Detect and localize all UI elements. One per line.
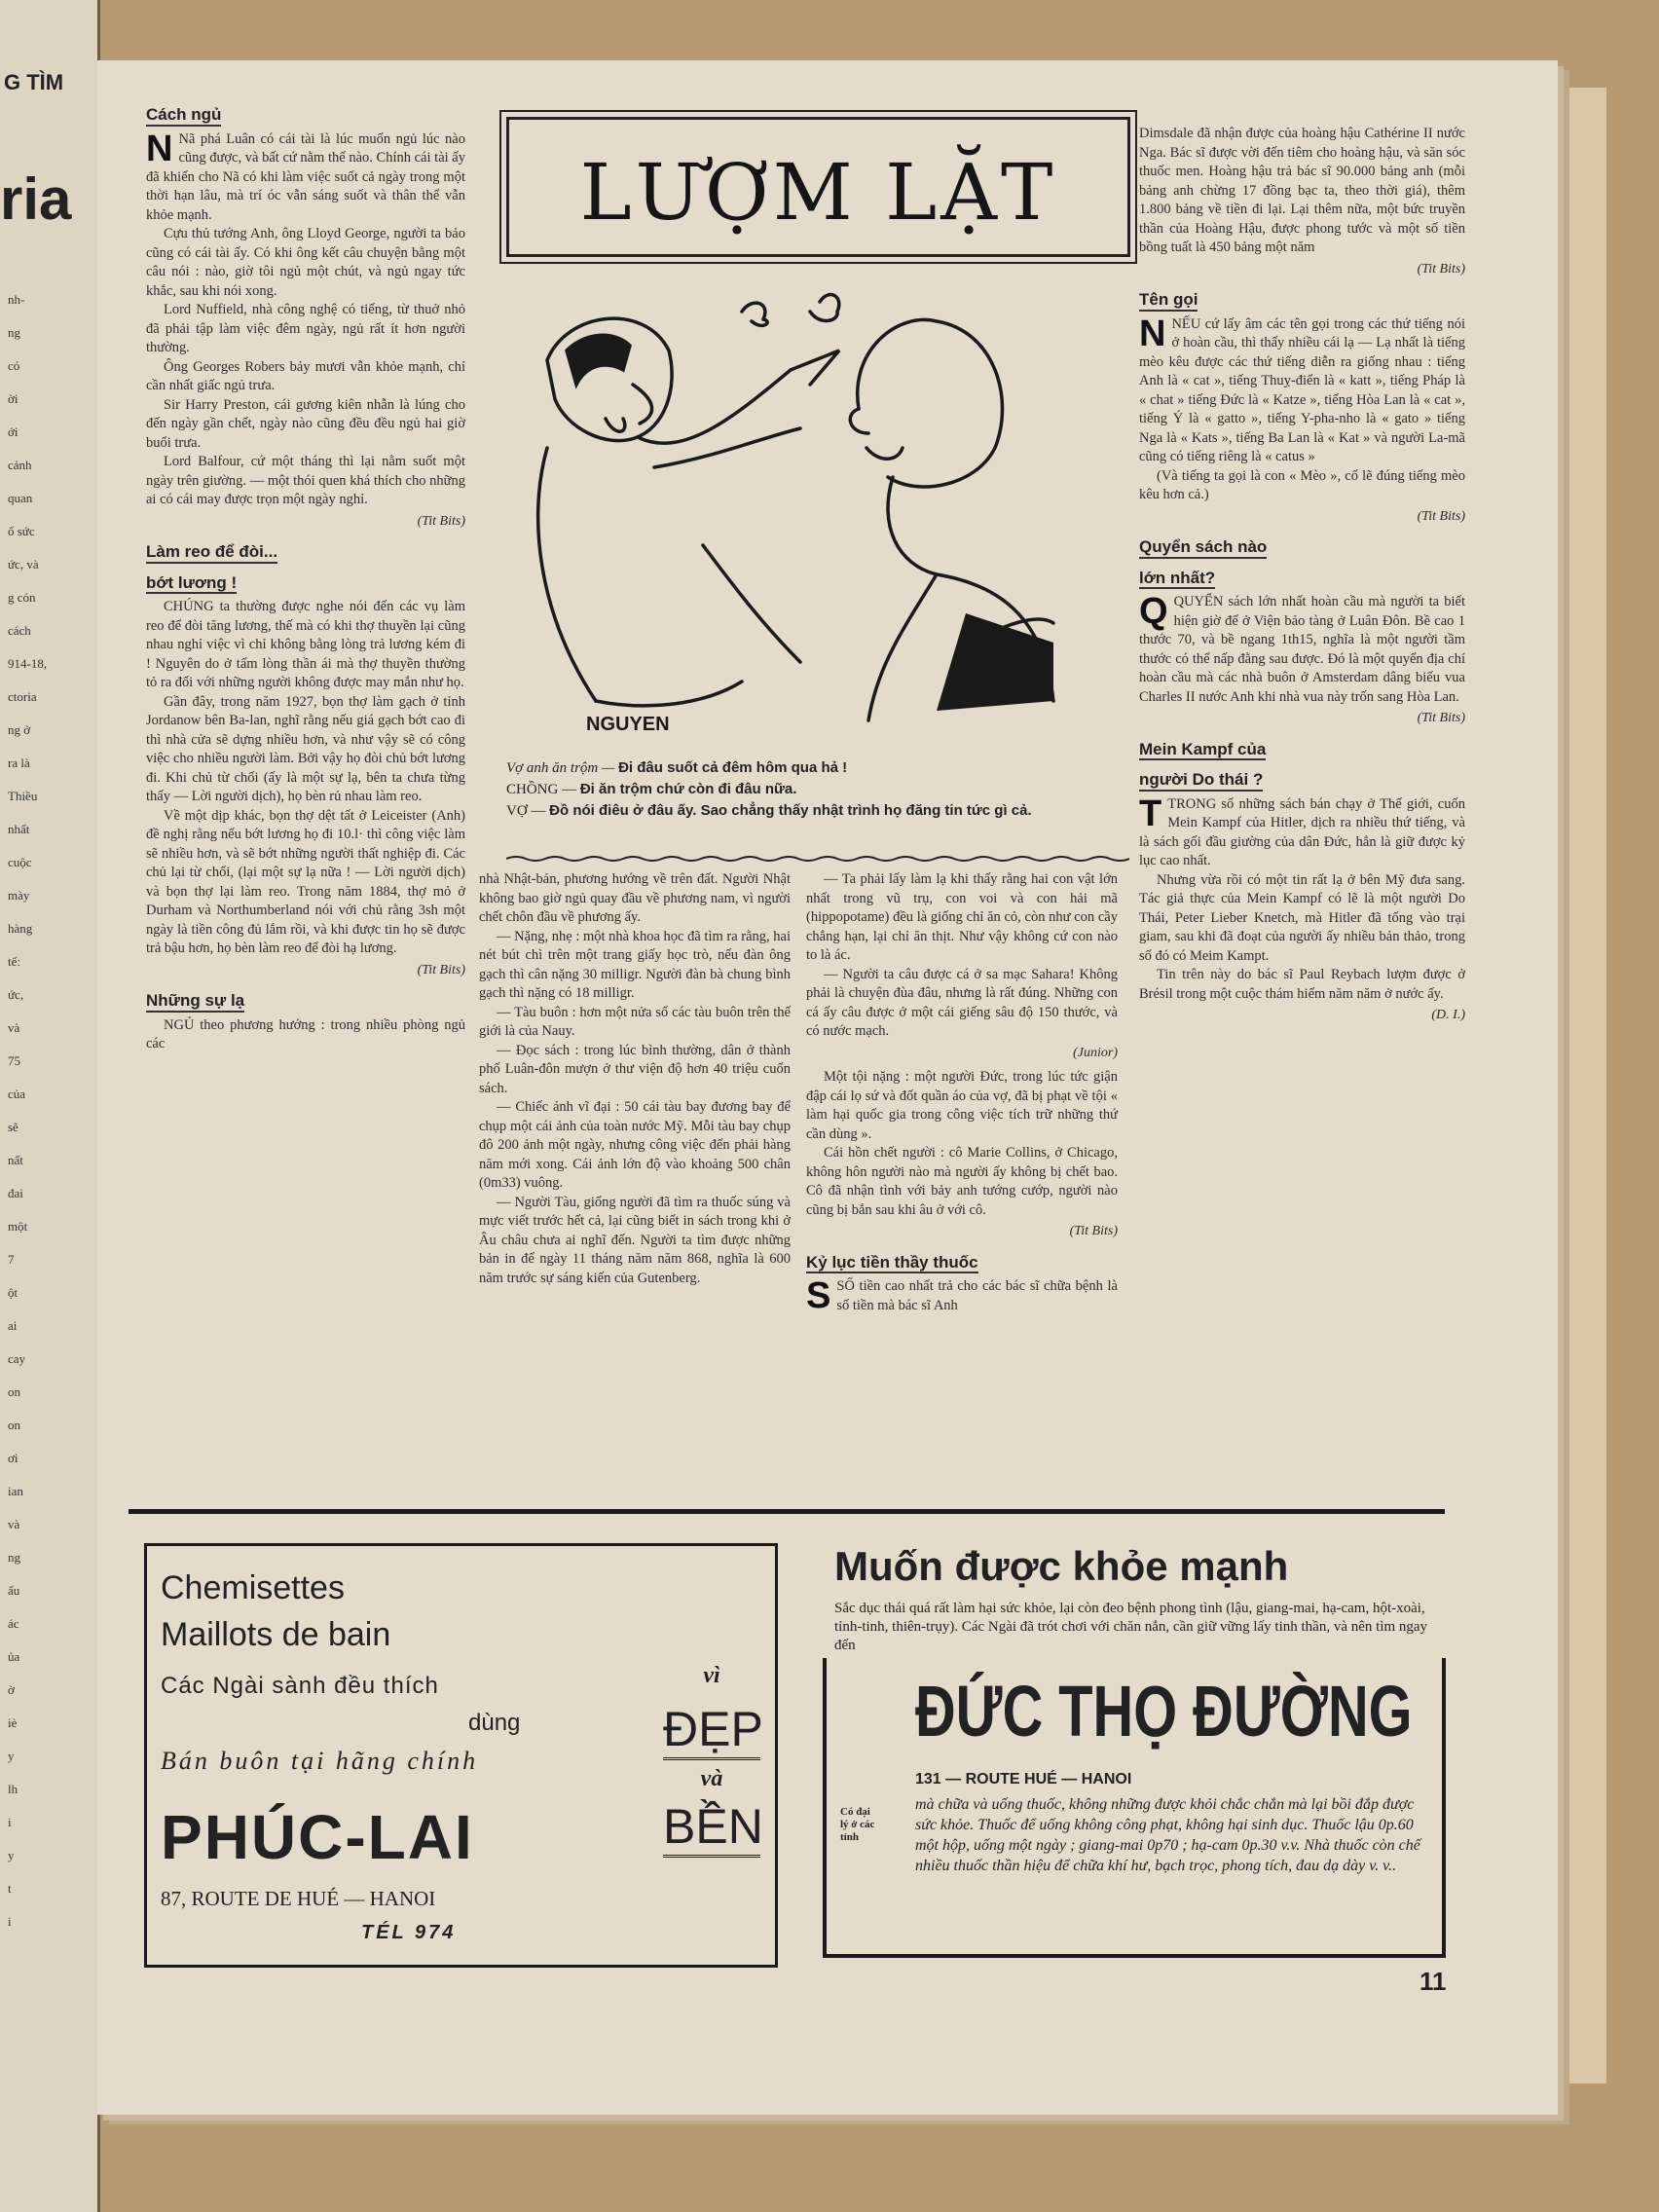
source-credit: (Tit Bits) xyxy=(1417,261,1465,276)
heading-lam-reo: Làm reo để đòi... xyxy=(146,542,277,564)
paragraph: TRONG số những sách bán chạy ở Thế giới, cuốn Mein Kampf của Hitler, dịch ra nhiều thứ tiếng, và là sách gối đầu giường của dân Đức, hẳn là giữ được kỷ lục cao nhất. xyxy=(1139,795,1465,868)
facing-page-fragment: t xyxy=(8,1881,12,1896)
facing-page-fragment: ian xyxy=(8,1484,23,1498)
facing-page-fragment: ức, và xyxy=(8,557,39,571)
facing-page-fragment: và xyxy=(8,1517,20,1531)
facing-page-fragment: cách xyxy=(8,623,31,638)
paragraph: Dimsdale đã nhận được của hoàng hậu Cathérine II nước Nga. Bác sĩ được vời đến tiêm cho hoàng hậu, và săn sóc thuốc men. Hoàng hậu trả bác sĩ 90.000 bảng anh (mỗi bảng anh chừng 17 đồng bạc ta, theo thời giá), thêm 1.800 bảng về tiền đi lại. Lại thêm nữa, một bức truyền thần của Hoàng Hậu, được phong tước và một số tiền bồng tuất là 450 bảng một năm xyxy=(1139,126,1465,255)
paragraph: nhà Nhật-bản, phương hướng về trên đất. Người Nhật không bao giờ ngủ quay đầu về phương nam, vì người chết chôn đầu về phương ấy. xyxy=(479,871,791,925)
cartoon-caption xyxy=(506,757,1129,822)
source-credit: (Tit Bits) xyxy=(417,962,465,977)
facing-page-fragment: và xyxy=(8,1020,20,1035)
facing-page-fragment: y xyxy=(8,1848,15,1862)
paragraph: Sir Harry Preston, cái gương kiên nhẫn là lúng cho đến ngày gần chết, ngày nào cũng đều đều ngủ hai giờ buổi trưa. xyxy=(146,396,465,451)
cartoon-signature: NGUYEN xyxy=(586,714,670,735)
column-3 xyxy=(806,870,1118,1315)
facing-page-fragment: tế: xyxy=(8,954,20,969)
column-2 xyxy=(479,870,791,1288)
ad-side-note: Có đại lý ở các tỉnh xyxy=(840,1806,875,1843)
heading-cach-ngu: Cách ngủ xyxy=(146,105,221,127)
source-credit: (D. I.) xyxy=(1431,1008,1465,1022)
facing-page-big-title: ria xyxy=(0,166,72,232)
facing-page-fragment: ng xyxy=(8,325,20,340)
ad-address: 131 — ROUTE HUÉ — HANOI xyxy=(915,1771,1132,1788)
paragraph: — Chiếc ảnh vĩ đại : 50 cái tàu bay đương bay để chụp một cái ảnh của toàn nước Mỹ. Mỗi tàu bay chụp đô 200 ảnh một ngày, nhưng công việc đến phải hàng năm mới xong. Cái ảnh lớn độ vào khoảng 500 chân (0m33) vuông. xyxy=(479,1099,791,1191)
paragraph: NGỦ theo phương hướng : trong nhiều phòng ngủ các xyxy=(146,1016,465,1051)
source-credit: (Tit Bits) xyxy=(1417,711,1465,725)
facing-page-fragment: ố sức xyxy=(8,524,35,538)
ad-brand: PHÚC-LAI xyxy=(161,1802,474,1872)
paragraph: QUYỂN sách lớn nhất hoàn cầu mà người ta biết hiện giờ để ở Viện bảo tàng ở Luân Đôn. Bề cao 1 thước 70, và bề ngang 1th15, nghĩa là một người tầm thước có thể nấp đằng sau được. Đó là một quyển địa chí hoàn cầu mà các nhà buôn ở Amsterdam dâng biếu vua Charles II nước Anh khi nhà vua này trốn sang Hòa Lan. xyxy=(1139,594,1465,705)
facing-page-fragment: ột xyxy=(8,1285,18,1300)
ad-line: Bán buôn tại hãng chính xyxy=(161,1747,479,1775)
heading-ky-luc: Kỷ lục tiền thầy thuốc xyxy=(806,1253,978,1274)
facing-page-fragment: ơi xyxy=(8,1451,18,1465)
facing-page-fragment: cuộc xyxy=(8,855,32,869)
facing-page-fragment: iè xyxy=(8,1715,18,1730)
ad-line: Maillots de bain xyxy=(161,1616,391,1653)
facing-page-fragment: ng xyxy=(8,1550,20,1565)
ad-intro: Sắc dục thái quá rất làm hại sức khỏe, lại còn đeo bệnh phong tình (lậu, giang-mai, hạ-cam, hột-xoài, tỉnh-tinh, thiên-trụy). Các Ngài đã trót chơi với chăn nắn, cần giữ vững lấy tinh thần, và nên tìm ngay đến xyxy=(834,1601,1428,1653)
paragraph: — Nặng, nhẹ : một nhà khoa học đã tìm ra rằng, hai nét bút chì trên một trang giấy học trò, nếu đàn ông gạch thì cân nặng 30 milligr. Người đàn bà chung bình gạch thì nặng có 18 milligr. xyxy=(479,928,792,1001)
page-number: 11 xyxy=(1419,1967,1447,1996)
facing-page-fragment: có xyxy=(8,358,20,373)
ad-body: mà chữa và uống thuốc, không những được khỏi chắc chắn mà lại bồi đắp được sức khỏe. Thuốc để uống không công phạt, không hại sinh dục. Thuốc lậu 0p.60 một hộp, uống một ngày ; giang-mai 0p70 ; hạ-cam 0p.30 v.v. Nhà thuốc còn chế nhiều thuốc thần hiệu để chữa khí hư, bạch trọc, phong tích, đau dạ dày v. v.. xyxy=(915,1796,1420,1874)
facing-page-fragment: on xyxy=(8,1384,20,1399)
facing-page-fragment: nất xyxy=(8,1153,23,1167)
caption-line: Đi ăn trộm chứ còn đi đâu nữa. xyxy=(579,781,797,797)
paragraph: — Người ta câu được cá ở sa mạc Sahara! Không phải là chuyện đùa đâu, nhưng là rất đúng. Những con cá ấy câu được ở một cái giếng sâu độ 150 thước, và có nước mạch. xyxy=(806,966,1118,1039)
ad-line: Các Ngài sành đều thích xyxy=(161,1673,439,1699)
facing-page-fragment: đai xyxy=(8,1186,23,1200)
ad-telephone: TÉL 974 xyxy=(361,1922,457,1943)
cartoon-illustration xyxy=(508,292,1112,740)
paragraph: Một tội nặng : một người Đức, trong lúc tức giận đập cái lọ sứ và đốt quần áo của vợ, đã bị phạt về tội « làm hại quốc gia trong công việc tích trữ những thứ cần dùng ». xyxy=(806,1069,1118,1142)
ad-line: Chemisettes xyxy=(161,1569,345,1606)
facing-page-fragment: i xyxy=(8,1815,12,1829)
facing-page-fragment: on xyxy=(8,1418,20,1432)
paragraph: Ông Georges Robers bảy mươi vẫn khỏe mạnh, chỉ cần nhất giấc ngủ trưa. xyxy=(146,358,465,393)
paragraph: NẾU cứ lấy âm các tên gọi trong các thứ tiếng nói ở hoàn cầu, thì thấy nhiều cái lạ — Lạ nhất là tiếng mèo kêu được các thứ tiếng diễn ra giống nhau : tiếng Anh là « cat », tiếng Thuỵ-điển là « katt », tiếng Pháp là « chat » tiếng Đức là « Katze », tiếng Hòa Lan là « cat », tiếng Ý là « gatto », tiếng Y-pha-nho là « gato » tiếng Nga là « Kats », tiếng Ba Lan là « Kat » và người La-mã cũng có tiếng riêng là « catus » xyxy=(1139,315,1465,464)
heading-lam-reo-2: bớt lương ! xyxy=(146,573,237,595)
wavy-divider xyxy=(506,855,1129,863)
column-4 xyxy=(1139,125,1465,1031)
heading-quyen-sach-2: lớn nhất? xyxy=(1139,569,1215,590)
paragraph: (Và tiếng ta gọi là con « Mèo », cố lẽ đúng tiếng mèo kêu hơn cả.) xyxy=(1139,467,1465,502)
facing-page-fragment: nhất xyxy=(8,822,30,836)
facing-page-fragment: lh xyxy=(8,1782,18,1796)
heading-nhung-su-la: Những sự lạ xyxy=(146,991,244,1013)
paragraph: Gần đây, trong năm 1927, bọn thợ làm gạch ở tỉnh Jordanow bên Ba-lan, nghĩ rằng nếu giá gạch bớt cao đi thì nhà cửa sẽ dựng nhiều hơn, và như vậy sẽ có công việc cho nhiều người làm. Bởi vậy họ đòi chủ bớt lương đi. Khi chủ từ chối (ấy là một sự lạ, bên ta chưa từng thấy — Lời người dịch), họ bèn rủ nhau làm reo. xyxy=(146,693,465,804)
caption-speaker: CHỒNG — xyxy=(506,782,577,797)
facing-page-fragment: ctoria xyxy=(8,689,37,704)
column-1 xyxy=(146,99,465,1054)
caption-speaker: VỢ — xyxy=(506,803,546,819)
facing-page-fragment: ủa xyxy=(8,1649,20,1664)
advertisement-duc-tho-duong xyxy=(823,1543,1446,1962)
facing-page-fragment: g cón xyxy=(8,590,36,605)
paragraph: — Người Tàu, giống người đã tìm ra thuốc súng và mực viết trước hết cả, lại cũng biết in sách trong khi ở Âu châu chưa ai nghĩ đến. Người ta tìm được những bản in để ngày 11 tháng năm năm 868, nghĩa là 600 năm trước sự sáng kiến của Gutenberg. xyxy=(479,1194,791,1286)
ad-side: và xyxy=(700,1766,723,1791)
source-credit: (Junior) xyxy=(1073,1045,1118,1060)
heading-ten-goi: Tên gọi xyxy=(1139,290,1198,312)
drop-cap: S xyxy=(806,1275,831,1316)
caption-line: Đồ nói điêu ở đâu ấy. Sao chẳng thấy nhật trình họ đăng tin tức gì cả. xyxy=(549,802,1032,819)
facing-page-fragment: Thiều xyxy=(8,789,38,803)
facing-page-fragment: ờ xyxy=(8,1682,15,1697)
ad-line: dùng xyxy=(468,1710,521,1736)
source-credit: (Tit Bits) xyxy=(1417,508,1465,524)
facing-page-fragment: ra là xyxy=(8,756,30,770)
facing-page-fragment: 914-18, xyxy=(8,656,48,671)
ad-side: vì xyxy=(703,1663,720,1688)
ad-title: Muốn được khỏe mạnh xyxy=(834,1543,1289,1589)
facing-page-fragment: một xyxy=(8,1219,28,1234)
facing-page-fragment: 7 xyxy=(8,1252,15,1267)
facing-page-fragment: nh- xyxy=(8,292,25,307)
heading-mein-kampf: Mein Kampf của xyxy=(1139,740,1266,761)
facing-page-fragment: quan xyxy=(8,491,33,505)
facing-page-fragment: ức, xyxy=(8,987,24,1002)
paragraph: — Đọc sách : trong lúc bình thường, dân ở thành phố Luân-đôn mượn ở thư viện độ hơn 40 triệu cuốn sách. xyxy=(479,1042,791,1096)
paragraph: — Ta phải lấy làm lạ khi thấy rằng hai con vật lớn nhất trong vũ trụ, con voi và con hải mã (hippopotame) đều là giống chỉ ăn cỏ, còn như con cầy chẳng hạn, lại chỉ ăn thịt. Như vậy không cứ con nào to là ác. xyxy=(806,871,1118,963)
ad-brand: ĐỨC THỌ ĐƯỜNG xyxy=(915,1671,1413,1751)
drop-cap: N xyxy=(146,128,173,169)
paragraph: Về một dịp khác, bọn thợ dệt tất ở Leiceister (Anh) đề nghị rằng nếu bớt lương họ đi 10.l· thì công việc làm sẽ nhiều hơn, và sẽ bớt những người thất nghiệp đi. Các chủ lại từ chối, (lại một sự lạ nữa ! — Lời người dịch) và bọn thợ lại làm reo. Trong năm 1884, thợ mỏ ở Durham và Northumberland nói với chủ rằng 3sh một ngày là tiền công đủ lắm rồi, và khi được tin họ sẽ được trả bậu hơn, họ bèn làm reo để đòi hạ lương. xyxy=(146,807,465,956)
facing-page-fragment: ời xyxy=(8,391,18,406)
paragraph: Nhưng vừa rồi có một tin rất lạ ở bên Mỹ đưa sang. Tác giả thực của Mein Kampf có lẽ là một người Do Thái, Peter Lieber Knetch, mà Hitler đã tống vào trại giam, sau khi đã đoạt của người ấy nhiều bản thảo, trong số đó có Meim Kampt. xyxy=(1139,871,1465,964)
facing-page-fragment: sẽ xyxy=(8,1120,18,1134)
caption-speaker: Vợ anh ăn trộm — xyxy=(506,760,615,776)
facing-page-fragment: mày xyxy=(8,888,30,903)
advertisement-phuc-lai xyxy=(144,1543,778,1968)
source-credit: (Tit Bits) xyxy=(417,513,465,529)
heading-mein-kampf-2: người Do thái ? xyxy=(1139,770,1263,792)
paragraph: Cái hồn chết người : cô Marie Collins, ở Chicago, không hôn người nào mà người ấy không bị chết bao. Cô đã nhận tình với bảy anh tướng cướp, người nào cũng bị bắn sau khi âu ở với cô. xyxy=(806,1145,1118,1218)
facing-page-fragment: y xyxy=(8,1749,15,1763)
facing-page-fragment: ai xyxy=(8,1318,18,1333)
ad-side: ĐẸP xyxy=(663,1701,760,1760)
paragraph: Nã phá Luân có cái tài là lúc muốn ngủ lúc nào cũng được, và bất cứ nằm thế nào. Chính cái tài ấy đã khiến cho Nã có khi làm việc suốt cả ngày trong một thời hạn lâu, mà trí óc vẫn sáng suốt và thân thể vẫn khỏe mạnh. xyxy=(146,130,465,223)
facing-page-fragment: ấu xyxy=(8,1583,20,1598)
drop-cap: N xyxy=(1139,313,1166,354)
paragraph: Lord Balfour, cứ một tháng thì lại nằm suốt một ngày trên giường. — một thói quen khá thích cho những ai có cái may được trọn một ngày nghỉ. xyxy=(146,454,465,507)
paragraph: — Tàu buôn : hơn một nửa số các tàu buôn trên thế giới là của Nauy. xyxy=(479,1004,791,1039)
stacked-page-edges xyxy=(1556,88,1606,2083)
facing-page-fragment: 75 xyxy=(8,1053,20,1068)
paragraph: SỐ tiền cao nhất trả cho các bác sĩ chữa bệnh là số tiền mà bác sĩ Anh xyxy=(836,1278,1118,1313)
paragraph: Lord Nuffield, nhà công nghệ có tiếng, từ thuở nhỏ đã phải tập làm việc đêm ngày, ngủ rất ít hơn người thường. xyxy=(146,302,465,355)
caption-line: Đi đâu suốt cả đêm hôm qua hả ! xyxy=(618,759,848,776)
facing-page-fragment: ác xyxy=(8,1616,19,1631)
paragraph: Cựu thủ tướng Anh, ông Lloyd George, người ta bảo cũng có cái tài ấy. Có khi ông kết câu chuyện bằng một câu nói : nào, giờ tôi ngủ một chút, và ngủ ngay tức khắc, sau khi nói xong. xyxy=(146,226,465,299)
facing-page-fragment: ng ở xyxy=(8,722,31,737)
facing-page-spine xyxy=(0,0,100,2212)
facing-page-fragment: của xyxy=(8,1087,26,1101)
title-frame xyxy=(506,117,1130,257)
paragraph: Tin trên này do bác sĩ Paul Reybach lượm được ở Brésil trong một cuộc thám hiểm năm năm ở nước ấy. xyxy=(1139,967,1465,1002)
facing-page-header: G TÌM xyxy=(4,70,64,94)
page-title: LƯỢM LẶT xyxy=(579,147,1057,238)
paragraph: CHÚNG ta thường được nghe nói đến các vụ làm reo để đòi tăng lương, thế mà có khi thợ thuyền lại cũng nhau nghỉ việc vì chỉ không bằng lòng trả lương kém đi ! Nguyên do ở tấm lòng thần ái mà thợ thuyền thường tỏ ra đối với những người không được may mắn như họ. xyxy=(146,599,465,690)
facing-page-fragment: cay xyxy=(8,1351,26,1366)
magazine-page xyxy=(97,60,1558,2115)
facing-page-fragment: i xyxy=(8,1914,12,1929)
horizontal-rule xyxy=(129,1509,1445,1514)
ad-address: 87, ROUTE DE HUÉ — HANOI xyxy=(161,1887,436,1910)
source-credit: (Tit Bits) xyxy=(1069,1224,1118,1238)
drop-cap: Q xyxy=(1139,591,1168,632)
facing-page-fragment: hàng xyxy=(8,921,33,936)
facing-page-fragment: cảnh xyxy=(8,458,32,472)
drop-cap: T xyxy=(1139,793,1162,834)
heading-quyen-sach: Quyển sách nào xyxy=(1139,537,1267,559)
facing-page-fragment: ới xyxy=(8,424,18,439)
ad-side: BỀN xyxy=(663,1798,760,1858)
